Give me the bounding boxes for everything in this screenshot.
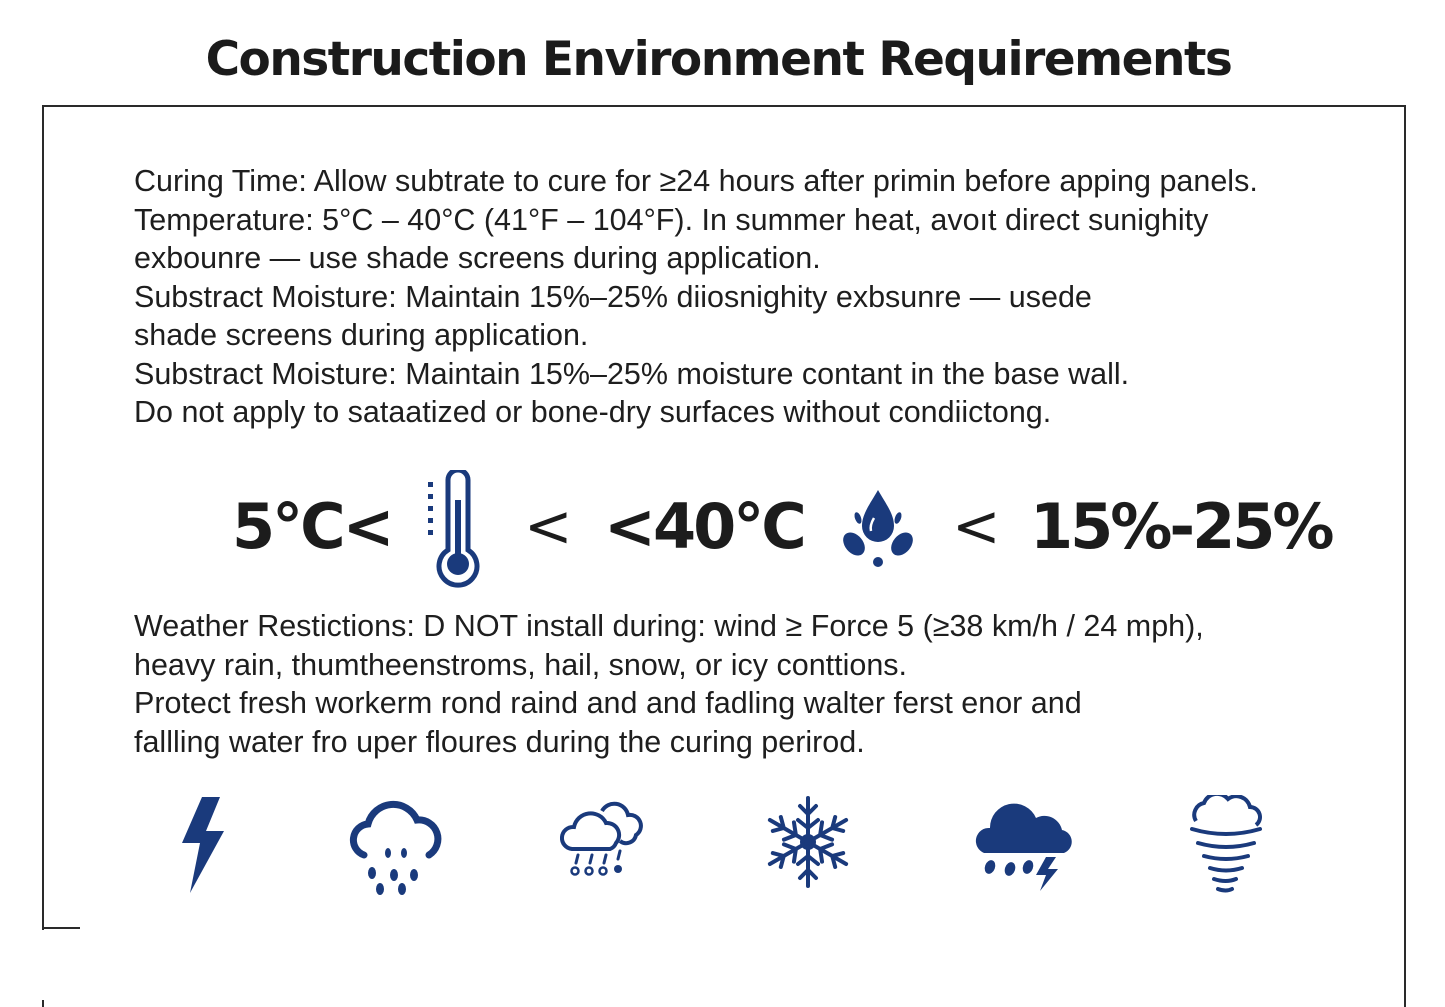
temperature-line-cont: exbounre — use shade screens during application.	[134, 241, 821, 275]
tornado-icon	[1186, 795, 1266, 899]
weather-restrictions-text	[134, 607, 1204, 761]
rain-cloud-icon	[342, 795, 446, 899]
temperature-line: Temperature: 5°C – 40°C (41°F – 104°F). In summer heat, avoıt direct sunighity	[134, 202, 1209, 237]
curing-time-line: Curing Time: Allow subtrate to cure for ≥24 hours after primin before apping panels.	[134, 164, 1258, 198]
less-than-symbol-2: <	[952, 492, 1001, 560]
snowflake-icon	[758, 795, 858, 889]
moisture-line: Substract Moisture: Maintain 15%–25% diiosnighity exbsunre — usede	[134, 279, 1092, 314]
water-drops-icon	[840, 488, 916, 570]
page-title: Construction Environment Requirements	[205, 32, 1232, 87]
weather-line-1: Weather Restictions: D NOT install during: wind ≥ Force 5 (≥38 km/h / 24 mph),	[134, 609, 1204, 643]
weather-line-2: heavy rain, thumtheenstroms, hail, snow, or icy conttions.	[134, 647, 908, 682]
frame-corner-mark	[42, 927, 80, 929]
weather-line-3: Protect fresh workerm rond raind and and fadling walter ferst enor and	[134, 686, 1082, 720]
surface-condition-line: Do not apply to sataatized or bone-dry surfaces without condiictong.	[134, 395, 1052, 429]
thunderstorm-icon	[970, 795, 1076, 893]
moisture-line-cont: shade screens during application.	[134, 318, 589, 352]
requirements-text	[134, 162, 1258, 432]
thermometer-icon	[424, 470, 486, 592]
hail-cloud-icon	[558, 797, 644, 883]
lightning-icon	[176, 795, 230, 895]
temp-high-value: <40°C	[604, 490, 804, 563]
moisture-range-value: 15%-25%	[1030, 490, 1332, 563]
moisture-content-line: Substract Moisture: Maintain 15%–25% moisture contant in the base wall.	[134, 356, 1130, 391]
less-than-symbol: <	[524, 492, 573, 560]
temp-low-value: 5°C<	[232, 490, 392, 563]
weather-line-4: fallling water fro uper floures during the curing perirod.	[134, 724, 865, 759]
